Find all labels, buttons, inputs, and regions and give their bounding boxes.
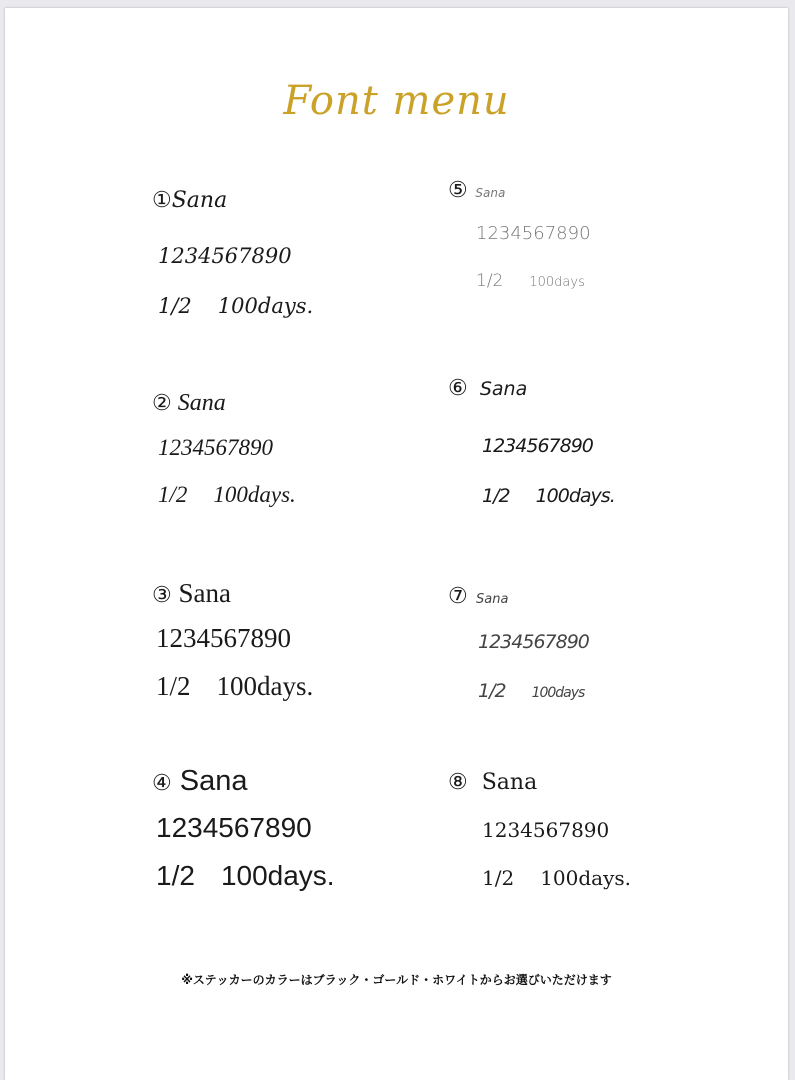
font-sample-digits: 1234567890 — [476, 223, 591, 244]
font-marker: ⑧ — [448, 770, 468, 795]
font-sample-days: 100days — [531, 685, 585, 701]
font-sample-fraction: 1/2 — [156, 860, 195, 891]
font-sample-fraction: 1/2 — [476, 271, 504, 291]
font-marker: ② — [152, 391, 172, 416]
font-sample-fraction: 1/2 — [482, 485, 510, 507]
font-sample-days: 100days. — [217, 294, 314, 318]
font-sample-days: 100days. — [540, 866, 632, 890]
font-marker: ⑤ — [448, 178, 468, 203]
font-sample-digits: 1234567890 — [482, 435, 593, 457]
font-sample-fraction: 1/2 — [158, 294, 192, 318]
font-sample-name: Sana — [476, 592, 509, 607]
font-sample-digits: 1234567890 — [482, 818, 610, 842]
font-marker: ④ — [152, 771, 172, 796]
font-sample-name: Sana — [171, 188, 228, 213]
font-sample-days: 100days. — [220, 860, 335, 891]
font-sample-name: Sana — [179, 765, 248, 797]
font-sample-name: Sana — [479, 378, 528, 400]
font-marker: ③ — [152, 583, 172, 608]
font-sample-name: Sana — [178, 578, 231, 608]
font-marker: ① — [152, 188, 172, 213]
font-sample-digits: 1234567890 — [158, 244, 292, 268]
color-note: ※ステッカーのカラーはブラック・ゴールド・ホワイトからお選びいただけます — [181, 973, 612, 987]
font-marker: ⑦ — [448, 584, 468, 609]
page-title: Font menu — [283, 78, 510, 124]
font-sample-days: 100days. — [535, 485, 615, 507]
font-sample-digits: 1234567890 — [156, 812, 312, 843]
font-sample-name: Sana — [177, 390, 226, 416]
font-sample-name: Sana — [481, 770, 538, 795]
font-marker: ⑥ — [448, 376, 468, 401]
font-sample-days: 100days. — [213, 482, 296, 507]
font-sample-fraction: 1/2 — [482, 866, 515, 890]
font-sample-digits: 1234567890 — [158, 435, 273, 460]
font-sample-days: 100days — [529, 275, 585, 290]
document-page — [5, 8, 788, 1080]
font-sample-digits: 1234567890 — [478, 631, 589, 653]
font-sample-fraction: 1/2 — [156, 671, 191, 701]
font-sample-name: Sana — [475, 186, 506, 200]
font-sample-days: 100days. — [216, 671, 314, 701]
font-sample-fraction: 1/2 — [158, 482, 188, 507]
font-sample-fraction: 1/2 — [478, 680, 506, 702]
font-sample-digits: 1234567890 — [156, 623, 291, 653]
